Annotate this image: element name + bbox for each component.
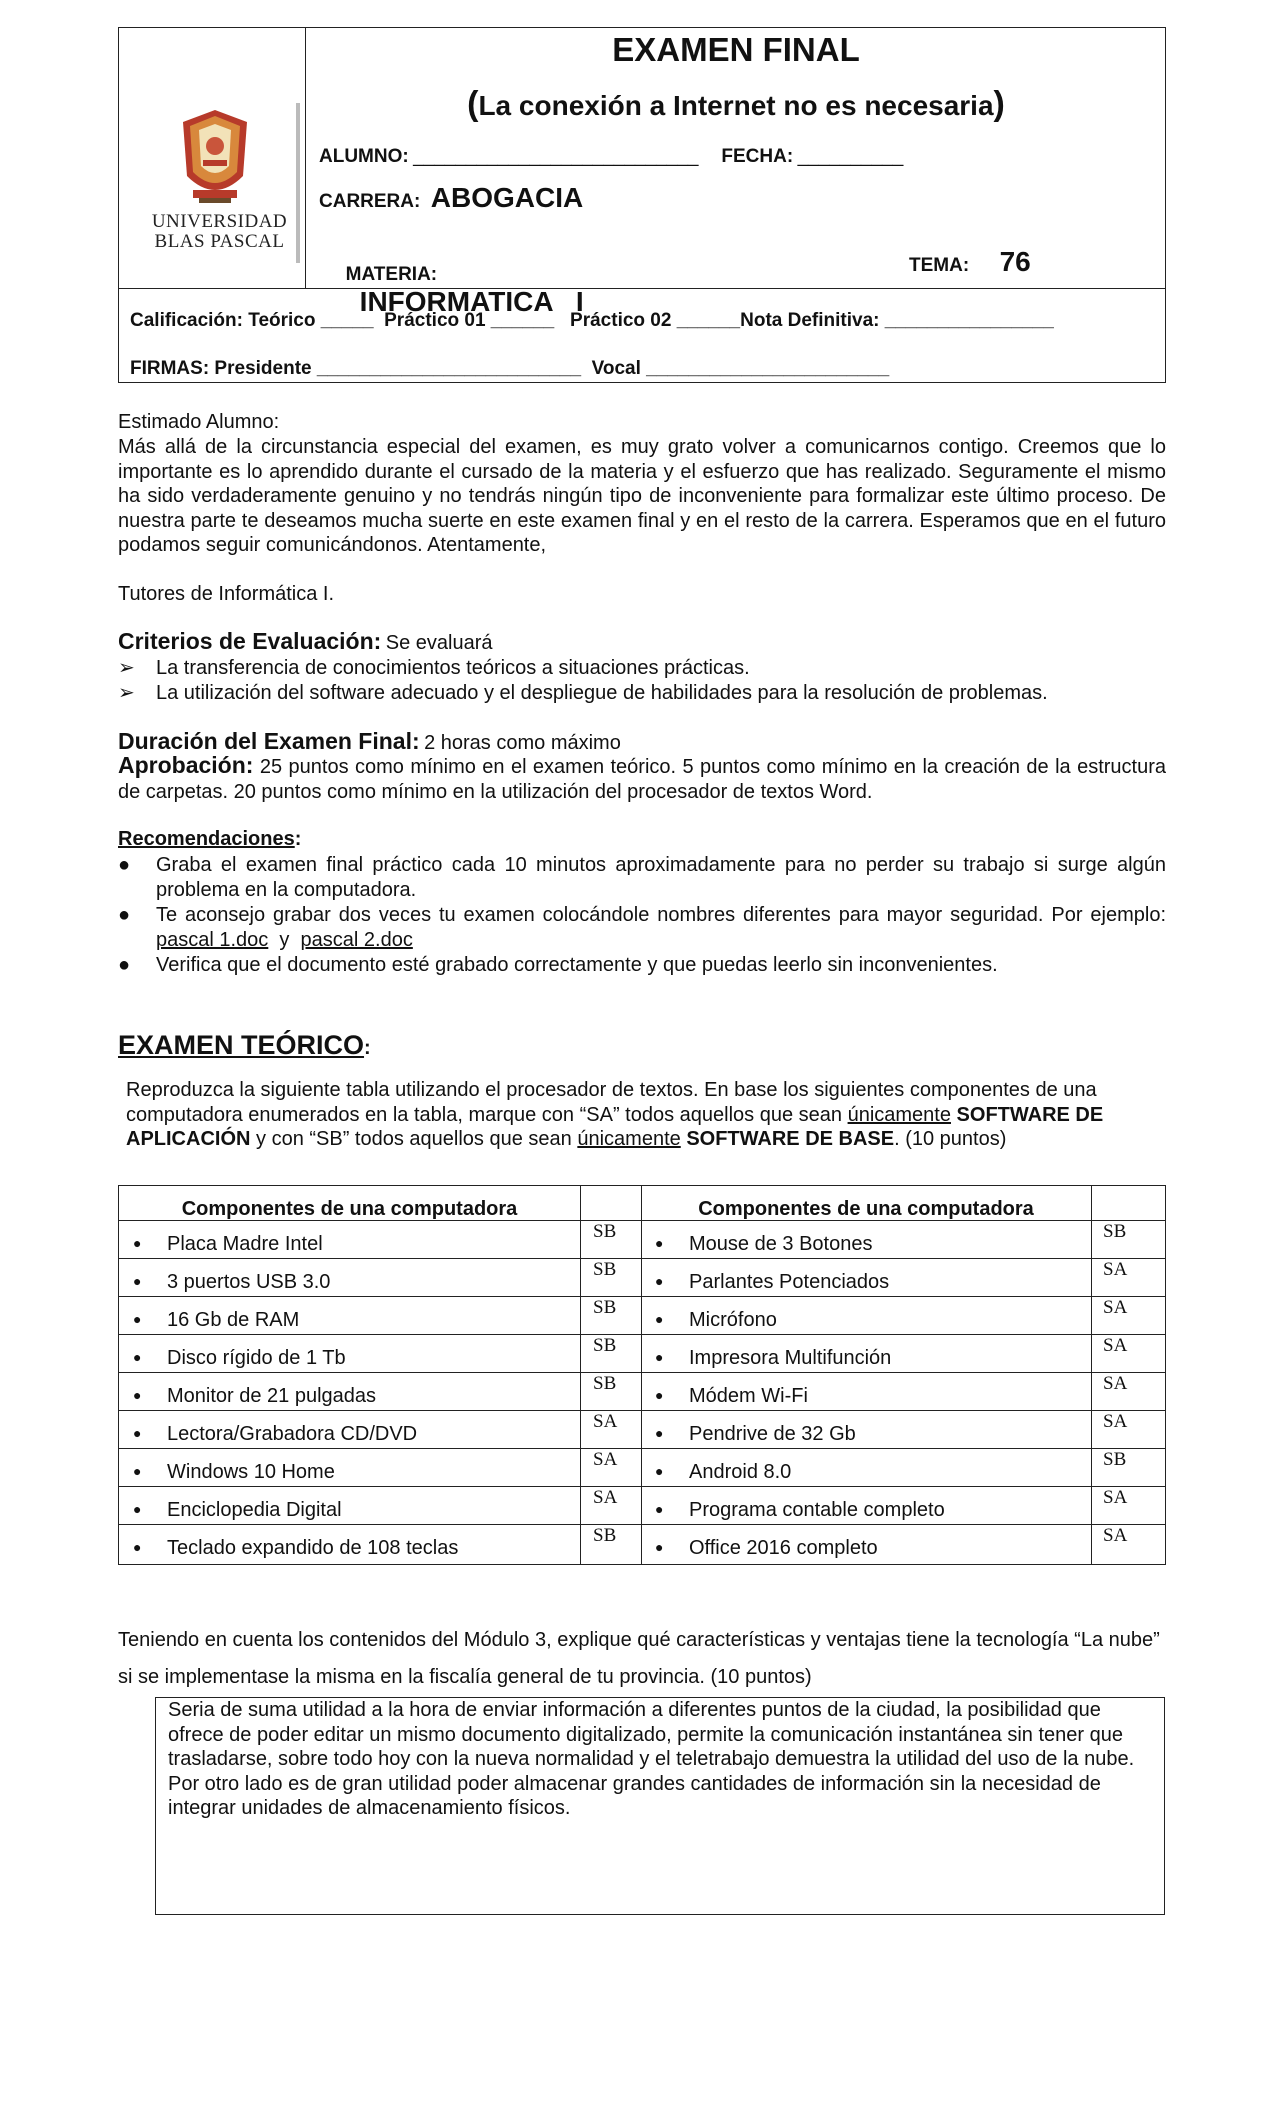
software-type-mark[interactable]: SA: [593, 1487, 618, 1508]
bullet-dot-icon: ●: [133, 1539, 142, 1555]
example-file-1: pascal 1.doc: [156, 928, 269, 951]
exam-subtitle: [306, 84, 1166, 126]
fecha-label: FECHA:: [721, 146, 794, 167]
bullet-dot-icon: ●: [655, 1311, 664, 1327]
recomendaciones-colon: :: [294, 828, 302, 850]
software-type-mark[interactable]: SB: [1103, 1449, 1127, 1470]
firmas-line: FIRMAS: Presidente _________________________ Vocal _______________________: [130, 358, 890, 379]
exam-title: EXAMEN FINAL: [612, 31, 860, 68]
carrera-row: [319, 182, 583, 214]
bullet-dot-icon: ●: [133, 1387, 142, 1403]
logo-cell: [119, 28, 306, 288]
table-grid-line: [580, 1186, 581, 1564]
intro-signature: Tutores de Informática I.: [118, 583, 335, 605]
table-grid-line: [641, 1186, 642, 1564]
software-type-mark[interactable]: SA: [1103, 1259, 1128, 1280]
bullet-dot-icon: ●: [655, 1387, 664, 1403]
recomendaciones-title: Recomendaciones: [118, 828, 295, 850]
component-item: Enciclopedia Digital: [167, 1499, 342, 1521]
table-grid-line: [119, 1372, 1165, 1373]
instructions-text-3: . (10 puntos): [894, 1128, 1007, 1150]
criterio-item: [118, 656, 1166, 681]
intro-paragraph: Más allá de la circunstancia especial del examen, es muy grato volver a comunicarnos contigo. Creemos que lo importante es lo aprendido durante el cursado de la materia y el esfuerzo que has realizado. Seguramente el mismo ha sido verdaderamente genuino y no tendrás ningún tipo de inconveniente para formalizar este último proceso. De nuestra parte te deseamos mucha suerte en este examen final y en el resto de la carrera. Esperamos que en el futuro podamos seguir comunicándonos. Atentamente,: [118, 436, 1166, 556]
example-and: y: [279, 928, 290, 951]
tema-label: TEMA:: [909, 255, 970, 276]
software-type-mark[interactable]: SA: [1103, 1411, 1128, 1432]
table-grid-line: [119, 1410, 1165, 1411]
arrow-bullet-icon: ➢: [118, 682, 135, 704]
bullet-dot-icon: ●: [133, 1349, 142, 1365]
software-type-mark[interactable]: SA: [1103, 1297, 1128, 1318]
software-type-mark[interactable]: SB: [593, 1259, 617, 1280]
teorico-instructions: [126, 1078, 1166, 1152]
answer-box[interactable]: [155, 1697, 1165, 1915]
component-item: Office 2016 completo: [689, 1537, 878, 1559]
bullet-dot-icon: ●: [133, 1311, 142, 1327]
arrow-bullet-icon: ➢: [118, 657, 135, 679]
table-grid-line: [119, 1220, 1165, 1221]
recomendacion-item: [118, 953, 1166, 978]
component-item: 16 Gb de RAM: [167, 1309, 300, 1331]
bullet-dot-icon: ●: [133, 1463, 142, 1479]
component-item: Disco rígido de 1 Tb: [167, 1347, 346, 1369]
teorico-heading: [118, 1030, 371, 1061]
software-type-mark[interactable]: SA: [1103, 1373, 1128, 1394]
component-item: Micrófono: [689, 1309, 777, 1331]
table-grid-line: [119, 1524, 1165, 1525]
table-header-left: Componentes de una computadora: [181, 1198, 518, 1220]
table-header-right: Componentes de una computadora: [698, 1198, 1034, 1220]
component-item: Monitor de 21 pulgadas: [167, 1385, 377, 1407]
exam-header: [118, 27, 1166, 383]
criterios-title: Criterios de Evaluación:: [118, 628, 382, 654]
header-divider: [119, 288, 1165, 289]
software-type-mark[interactable]: SA: [593, 1449, 618, 1470]
table-grid-line: [119, 1258, 1165, 1259]
teorico-colon: :: [364, 1037, 371, 1059]
criterios-heading: [118, 628, 493, 655]
carrera-value: ABOGACIA: [430, 182, 584, 213]
component-item: Programa contable completo: [689, 1499, 945, 1521]
component-item: Módem Wi-Fi: [689, 1385, 808, 1407]
criterio-text: La transferencia de conocimientos teóricos a situaciones prácticas.: [156, 657, 750, 679]
bullet-dot-icon: ●: [118, 904, 131, 926]
bullet-dot-icon: ●: [118, 854, 131, 876]
software-type-mark[interactable]: SA: [593, 1411, 618, 1432]
bullet-dot-icon: ●: [133, 1501, 142, 1517]
component-item: 3 puertos USB 3.0: [167, 1271, 331, 1293]
fecha-field[interactable]: __________: [797, 146, 904, 167]
university-seal-icon: [177, 106, 253, 206]
components-table: [118, 1185, 1166, 1565]
question-text: Teniendo en cuenta los contenidos del Módulo 3, explique qué características y ventajas tiene la tecnología “La nube” si se implementase la misma en la fiscalía general de tu provincia. (10 puntos): [118, 1629, 1160, 1688]
materia-label: MATERIA:: [345, 264, 438, 285]
instructions-unicamente-1: únicamente: [847, 1103, 951, 1126]
aprobacion-paragraph: [118, 753, 1166, 804]
recomendaciones-heading: [118, 828, 301, 851]
component-item: Impresora Multifunción: [689, 1347, 892, 1369]
recomendacion-item: [118, 903, 1166, 953]
instructions-text-1: Reproduzca la siguiente tabla utilizando el procesador de textos. En base los siguientes componentes de una computadora enumerados en la tabla, marque con “SA” todos aquellos que sean: [126, 1079, 1097, 1126]
criterios-subtitle: Se evaluará: [385, 632, 493, 654]
alumno-field[interactable]: ___________________________: [413, 146, 699, 167]
software-type-mark[interactable]: SB: [593, 1525, 617, 1546]
table-grid-line: [119, 1296, 1165, 1297]
software-type-mark[interactable]: SB: [1103, 1221, 1127, 1242]
bullet-dot-icon: ●: [655, 1539, 664, 1555]
component-item: Mouse de 3 Botones: [689, 1233, 873, 1255]
duracion-value: 2 horas como máximo: [424, 732, 621, 754]
answer-text: Seria de suma utilidad a la hora de enviar información a diferentes puntos de la ciudad, la posibilidad que ofrece de poder editar un mismo documento digitalizado, permite la comunicación instantánea sin tener que trasladarse, sobre todo hoy con la nueva normalidad y el teletrabajo demuestra la utilidad del uso de la nube. Por otro lado es de gran utilidad poder almacenar grandes cantidades de información sin la necesidad de integrar unidades de almacenamiento físicos.: [168, 1699, 1135, 1819]
decorative-bar: [296, 103, 300, 263]
bullet-dot-icon: ●: [133, 1235, 142, 1251]
bullet-dot-icon: ●: [133, 1273, 142, 1289]
component-item: Teclado expandido de 108 teclas: [167, 1537, 459, 1559]
criterio-item: [118, 681, 1166, 706]
table-grid-line: [119, 1334, 1165, 1335]
tema-value: 76: [999, 246, 1031, 277]
bullet-dot-icon: ●: [655, 1425, 664, 1441]
bullet-dot-icon: ●: [655, 1501, 664, 1517]
recomendacion-text: Graba el examen final práctico cada 10 minutos aproximadamente para no perder su trabajo si surge algún problema en la computadora.: [156, 854, 1166, 901]
component-item: Windows 10 Home: [167, 1461, 335, 1483]
instructions-unicamente-2: únicamente: [577, 1128, 681, 1150]
software-type-mark[interactable]: SA: [1103, 1335, 1128, 1356]
table-grid-line: [119, 1448, 1165, 1449]
aprobacion-title: Aprobación:: [118, 752, 254, 778]
criterio-text: La utilización del software adecuado y el despliegue de habilidades para la resolución de problemas.: [156, 682, 1048, 704]
software-type-mark[interactable]: SA: [1103, 1487, 1128, 1508]
recomendacion-text: [156, 903, 1166, 952]
component-item: Placa Madre Intel: [167, 1233, 323, 1255]
duracion-title: Duración del Examen Final:: [118, 728, 420, 754]
duracion-row: [118, 728, 621, 755]
university-name: [147, 212, 292, 252]
component-item: Lectora/Grabadora CD/DVD: [167, 1423, 418, 1445]
bullet-dot-icon: ●: [655, 1273, 664, 1289]
recomendacion-text: Verifica que el documento esté grabado correctamente y que puedas leerlo sin inconvenientes.: [156, 954, 998, 976]
component-item: Pendrive de 32 Gb: [689, 1423, 856, 1445]
intro-greeting: Estimado Alumno:: [118, 411, 280, 433]
software-type-mark[interactable]: SA: [1103, 1525, 1128, 1546]
software-type-mark[interactable]: SB: [593, 1373, 617, 1394]
university-line-1: UNIVERSIDAD: [151, 211, 288, 232]
university-line-2: BLAS PASCAL: [154, 231, 285, 252]
subtitle-paren-open: (: [467, 85, 479, 123]
table-grid-line: [1091, 1186, 1092, 1564]
bullet-dot-icon: ●: [655, 1349, 664, 1365]
recomendacion-item: [118, 853, 1166, 903]
instructions-text-2: y con “SB” todos aquellos que sean: [256, 1128, 572, 1150]
calificacion-line: Calificación: Teórico _____ Práctico 01 ______ Práctico 02 ______Nota Definitiva: ________________: [130, 310, 1054, 331]
table-grid-line: [119, 1486, 1165, 1487]
bullet-dot-icon: ●: [655, 1235, 664, 1251]
bullet-dot-icon: ●: [118, 954, 131, 976]
carrera-label: CARRERA:: [319, 191, 421, 212]
software-type-mark[interactable]: SB: [593, 1221, 617, 1242]
instructions-software-base: SOFTWARE DE BASE: [686, 1128, 895, 1150]
recomendacion-text-pre: Te aconsejo grabar dos veces tu examen colocándole nombres diferentes para mayor seguridad. Por ejemplo:: [156, 904, 1166, 926]
instructions-software-aplicacion: SOFTWARE DE APLICACIÓN: [126, 1103, 1104, 1150]
bullet-dot-icon: ●: [133, 1425, 142, 1441]
component-item: Parlantes Potenciados: [689, 1271, 890, 1293]
subtitle-text: La conexión a Internet no es necesaria: [478, 90, 994, 121]
example-file-2: pascal 2.doc: [300, 928, 413, 951]
subtitle-paren-close: ): [993, 85, 1005, 123]
bullet-dot-icon: ●: [655, 1463, 664, 1479]
materia-value: INFORMATICA I: [359, 286, 584, 317]
component-item: Android 8.0: [689, 1461, 792, 1483]
software-type-mark[interactable]: SB: [593, 1297, 617, 1318]
tema-row: [909, 246, 1031, 278]
alumno-row: [319, 146, 903, 168]
teorico-title: EXAMEN TEÓRICO: [118, 1030, 365, 1060]
aprobacion-text: 25 puntos como mínimo en el examen teórico. 5 puntos como mínimo en la creación de la estructura de carpetas. 20 puntos como mínimo en la utilización del procesador de textos Word.: [118, 756, 1166, 803]
software-type-mark[interactable]: SB: [593, 1335, 617, 1356]
alumno-label: ALUMNO:: [319, 146, 409, 167]
